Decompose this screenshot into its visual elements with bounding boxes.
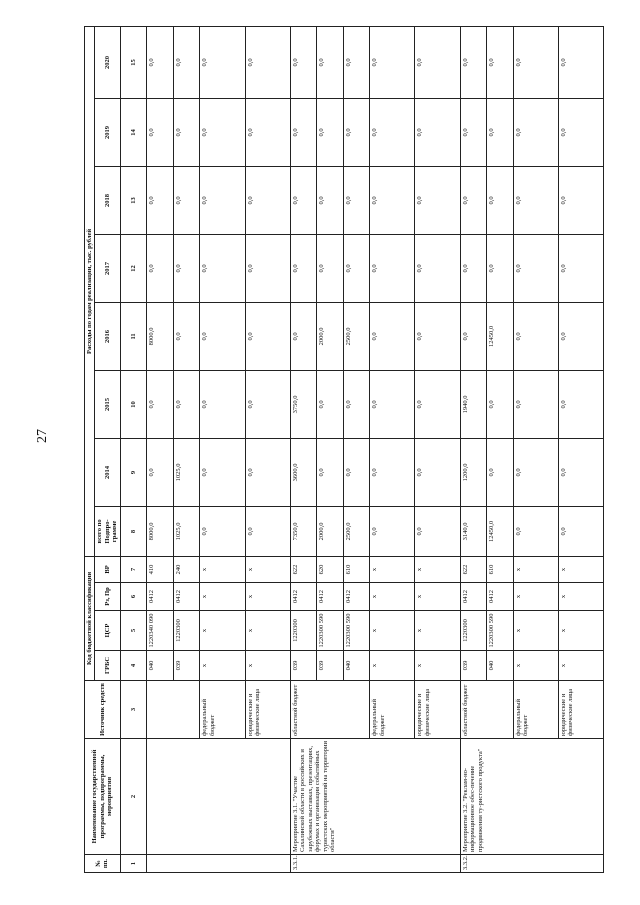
value-cell: 12450,0 <box>487 302 513 370</box>
value-cell: 0,0 <box>460 98 486 166</box>
header-year: 2019 <box>95 98 120 166</box>
value-cell: 0,0 <box>290 302 316 370</box>
value-cell: 0,0 <box>317 26 343 98</box>
rzpr-cell: 0412 <box>173 583 199 611</box>
value-cell: 0,0 <box>290 98 316 166</box>
value-cell: 0,0 <box>487 98 513 166</box>
value-cell: 0,0 <box>200 98 245 166</box>
value-cell: 0,0 <box>147 26 173 98</box>
value-cell: 0,0 <box>343 26 369 98</box>
value-cell: 0,0 <box>513 370 558 438</box>
value-cell: 0,0 <box>415 302 460 370</box>
index-cell: 10 <box>120 370 146 438</box>
vr-cell: 410 <box>147 556 173 582</box>
grbs-cell: х <box>513 651 558 681</box>
grbs-cell: 039 <box>460 651 486 681</box>
table-row <box>147 26 173 872</box>
vr-cell: 610 <box>343 556 369 582</box>
value-cell: 0,0 <box>343 370 369 438</box>
value-cell: 3140,0 <box>460 506 486 556</box>
value-cell: 0,0 <box>558 302 603 370</box>
value-cell: 8000,0 <box>147 506 173 556</box>
rzpr-cell: х <box>513 583 558 611</box>
vr-cell: 620 <box>317 556 343 582</box>
value-cell: 0,0 <box>147 166 173 234</box>
csr-cell: х <box>513 611 558 651</box>
vr-cell: х <box>415 556 460 582</box>
value-cell: 0,0 <box>200 26 245 98</box>
rotated-page <box>84 27 579 873</box>
index-cell: 13 <box>120 166 146 234</box>
vr-cell: 240 <box>173 556 199 582</box>
value-cell: 0,0 <box>147 438 173 506</box>
rzpr-cell: 0412 <box>343 583 369 611</box>
header-grbs: ГРБС <box>95 651 120 681</box>
value-cell: 0,0 <box>487 370 513 438</box>
value-cell: 0,0 <box>317 234 343 302</box>
value-cell: 0,0 <box>245 98 290 166</box>
value-cell: 0,0 <box>415 26 460 98</box>
value-cell: 1200,0 <box>460 438 486 506</box>
header-csr: ЦСР <box>95 611 120 651</box>
value-cell: 0,0 <box>147 98 173 166</box>
index-cell: 2 <box>120 739 146 855</box>
index-cell: 6 <box>120 583 146 611</box>
rzpr-cell: 0412 <box>290 583 316 611</box>
index-cell: 15 <box>120 26 146 98</box>
value-cell: 0,0 <box>558 506 603 556</box>
rzpr-cell: 0412 <box>147 583 173 611</box>
value-cell: 3750,0 <box>290 370 316 438</box>
value-cell: 0,0 <box>343 166 369 234</box>
value-cell: 0,0 <box>370 506 415 556</box>
value-cell: 0,0 <box>317 370 343 438</box>
rzpr-cell: 0412 <box>487 583 513 611</box>
header-total: всего по Подпро-грамме <box>95 506 120 556</box>
value-cell: 0,0 <box>513 26 558 98</box>
source-cell: юридические и физические лица <box>245 681 290 739</box>
value-cell: 0,0 <box>487 26 513 98</box>
header-year: 2017 <box>95 234 120 302</box>
source-cell: федеральный бюджет <box>513 681 558 739</box>
value-cell: 0,0 <box>460 302 486 370</box>
rzpr-cell: х <box>200 583 245 611</box>
rzpr-cell: х <box>245 583 290 611</box>
index-cell: 11 <box>120 302 146 370</box>
value-cell: 0,0 <box>147 370 173 438</box>
source-cell: федеральный бюджет <box>200 681 245 739</box>
csr-cell: 1220300 590 <box>343 611 369 651</box>
grbs-cell: х <box>370 651 415 681</box>
vr-cell: х <box>370 556 415 582</box>
value-cell: 0,0 <box>173 302 199 370</box>
value-cell: 0,0 <box>370 166 415 234</box>
value-cell: 1940,0 <box>460 370 486 438</box>
value-cell: 0,0 <box>245 26 290 98</box>
value-cell: 0,0 <box>173 234 199 302</box>
csr-cell: 1220300 590 <box>487 611 513 651</box>
value-cell: 0,0 <box>173 98 199 166</box>
index-cell: 5 <box>120 611 146 651</box>
header-year: 2014 <box>95 438 120 506</box>
index-row <box>120 26 146 872</box>
value-cell: 0,0 <box>513 302 558 370</box>
value-cell: 0,0 <box>290 166 316 234</box>
csr-cell: х <box>245 611 290 651</box>
header-name: Наименование государственной программы, подпрограммы, мероприятия <box>85 739 121 855</box>
value-cell: 0,0 <box>245 370 290 438</box>
value-cell: 0,0 <box>460 26 486 98</box>
grbs-cell: 039 <box>290 651 316 681</box>
value-cell: 7350,0 <box>290 506 316 556</box>
csr-cell: 1220340 090 <box>147 611 173 651</box>
value-cell: 2000,0 <box>317 302 343 370</box>
value-cell: 0,0 <box>245 166 290 234</box>
source-cell: областной бюджет <box>290 681 369 739</box>
csr-cell: х <box>558 611 603 651</box>
value-cell: 0,0 <box>147 234 173 302</box>
vr-cell: х <box>245 556 290 582</box>
index-cell: 7 <box>120 556 146 582</box>
value-cell: 0,0 <box>370 302 415 370</box>
measure-name: Мероприятие 3.2. "Реклам-но-информационное обес-печение продвижения ту-ристского продукта" <box>460 739 604 855</box>
value-cell: 0,0 <box>200 506 245 556</box>
rzpr-cell: 0412 <box>317 583 343 611</box>
value-cell: 0,0 <box>245 234 290 302</box>
csr-cell: х <box>370 611 415 651</box>
value-cell: 0,0 <box>343 98 369 166</box>
value-cell: 0,0 <box>513 438 558 506</box>
value-cell: 0,0 <box>317 438 343 506</box>
value-cell: 0,0 <box>558 234 603 302</box>
value-cell: 12450,0 <box>487 506 513 556</box>
rzpr-cell: 0412 <box>460 583 486 611</box>
source-cell: юридические и физические лица <box>415 681 460 739</box>
table-row <box>460 26 486 872</box>
value-cell: 0,0 <box>200 302 245 370</box>
vr-cell: 610 <box>487 556 513 582</box>
value-cell: 0,0 <box>487 234 513 302</box>
vr-cell: 622 <box>290 556 316 582</box>
header-expenses: Расходы по годам реализации, тыс. рублей <box>85 26 95 556</box>
header-year: 2015 <box>95 370 120 438</box>
measure-number: 3.3.2. <box>460 855 604 873</box>
value-cell: 0,0 <box>487 166 513 234</box>
value-cell: 0,0 <box>415 370 460 438</box>
index-cell: 9 <box>120 438 146 506</box>
vr-cell: 622 <box>460 556 486 582</box>
header-num: № пп. <box>85 855 121 873</box>
rzpr-cell: х <box>558 583 603 611</box>
header-budget-code: Код бюджетной классификации <box>85 556 95 680</box>
value-cell: 0,0 <box>460 234 486 302</box>
index-cell: 1 <box>120 855 146 873</box>
grbs-cell: 040 <box>343 651 369 681</box>
value-cell: 0,0 <box>513 98 558 166</box>
value-cell: 0,0 <box>173 26 199 98</box>
csr-cell: 1220300 <box>460 611 486 651</box>
value-cell: 0,0 <box>558 438 603 506</box>
value-cell: 0,0 <box>415 98 460 166</box>
value-cell: 0,0 <box>415 234 460 302</box>
index-cell: 14 <box>120 98 146 166</box>
value-cell: 0,0 <box>513 506 558 556</box>
name-cell <box>147 739 291 855</box>
value-cell: 0,0 <box>317 166 343 234</box>
source-cell <box>147 681 200 739</box>
grbs-cell: х <box>200 651 245 681</box>
value-cell: 8000,0 <box>147 302 173 370</box>
value-cell: 2000,0 <box>317 506 343 556</box>
value-cell: 0,0 <box>343 438 369 506</box>
value-cell: 0,0 <box>173 370 199 438</box>
value-cell: 0,0 <box>290 234 316 302</box>
value-cell: 0,0 <box>245 438 290 506</box>
value-cell: 1025,0 <box>173 438 199 506</box>
value-cell: 3600,0 <box>290 438 316 506</box>
grbs-cell: 040 <box>147 651 173 681</box>
rzpr-cell: х <box>415 583 460 611</box>
value-cell: 0,0 <box>415 506 460 556</box>
index-cell: 12 <box>120 234 146 302</box>
csr-cell: х <box>415 611 460 651</box>
grbs-cell: х <box>558 651 603 681</box>
grbs-cell: х <box>415 651 460 681</box>
value-cell: 0,0 <box>245 302 290 370</box>
value-cell: 0,0 <box>415 166 460 234</box>
value-cell: 0,0 <box>558 26 603 98</box>
header-source: Источник средств <box>85 681 121 739</box>
value-cell: 0,0 <box>200 234 245 302</box>
index-cell: 4 <box>120 651 146 681</box>
grbs-cell: 039 <box>173 651 199 681</box>
table-row <box>290 26 316 872</box>
value-cell: 2500,0 <box>343 302 369 370</box>
rzpr-cell: х <box>370 583 415 611</box>
value-cell: 2500,0 <box>343 506 369 556</box>
num-cell <box>147 855 291 873</box>
source-cell: юридические и физические лица <box>558 681 603 739</box>
budget-table <box>84 26 604 873</box>
value-cell: 0,0 <box>200 370 245 438</box>
index-cell: 8 <box>120 506 146 556</box>
measure-name: Мероприятие 3.1. "Участие Сахалинской области в российских и зарубежных выставках, презентациях, форумах и организация событийных туристских мероприятий на территории области" <box>290 739 460 855</box>
value-cell: 0,0 <box>370 438 415 506</box>
value-cell: 1025,0 <box>173 506 199 556</box>
csr-cell: х <box>200 611 245 651</box>
value-cell: 0,0 <box>245 506 290 556</box>
value-cell: 0,0 <box>487 438 513 506</box>
header-rzpr: Рз, Пр <box>95 583 120 611</box>
value-cell: 0,0 <box>200 438 245 506</box>
vr-cell: х <box>558 556 603 582</box>
page-number: 27 <box>35 429 50 443</box>
value-cell: 0,0 <box>460 166 486 234</box>
value-cell: 0,0 <box>513 234 558 302</box>
vr-cell: х <box>200 556 245 582</box>
value-cell: 0,0 <box>558 166 603 234</box>
value-cell: 0,0 <box>370 98 415 166</box>
header-year: 2020 <box>95 26 120 98</box>
value-cell: 0,0 <box>558 370 603 438</box>
value-cell: 0,0 <box>370 370 415 438</box>
value-cell: 0,0 <box>173 166 199 234</box>
index-cell: 3 <box>120 681 146 739</box>
value-cell: 0,0 <box>343 234 369 302</box>
value-cell: 0,0 <box>370 26 415 98</box>
value-cell: 0,0 <box>558 98 603 166</box>
value-cell: 0,0 <box>415 438 460 506</box>
header-year: 2016 <box>95 302 120 370</box>
value-cell: 0,0 <box>513 166 558 234</box>
header-row-1 <box>85 26 95 872</box>
grbs-cell: 040 <box>487 651 513 681</box>
csr-cell: 1220300 <box>173 611 199 651</box>
value-cell: 0,0 <box>290 26 316 98</box>
source-cell: федеральный бюджет <box>370 681 415 739</box>
csr-cell: 1220300 <box>290 611 316 651</box>
measure-number: 3.3.1. <box>290 855 460 873</box>
header-vr: ВР <box>95 556 120 582</box>
grbs-cell: 039 <box>317 651 343 681</box>
grbs-cell: х <box>245 651 290 681</box>
header-year: 2018 <box>95 166 120 234</box>
vr-cell: х <box>513 556 558 582</box>
csr-cell: 1220300 590 <box>317 611 343 651</box>
value-cell: 0,0 <box>317 98 343 166</box>
value-cell: 0,0 <box>200 166 245 234</box>
value-cell: 0,0 <box>370 234 415 302</box>
source-cell: областной бюджет <box>460 681 513 739</box>
